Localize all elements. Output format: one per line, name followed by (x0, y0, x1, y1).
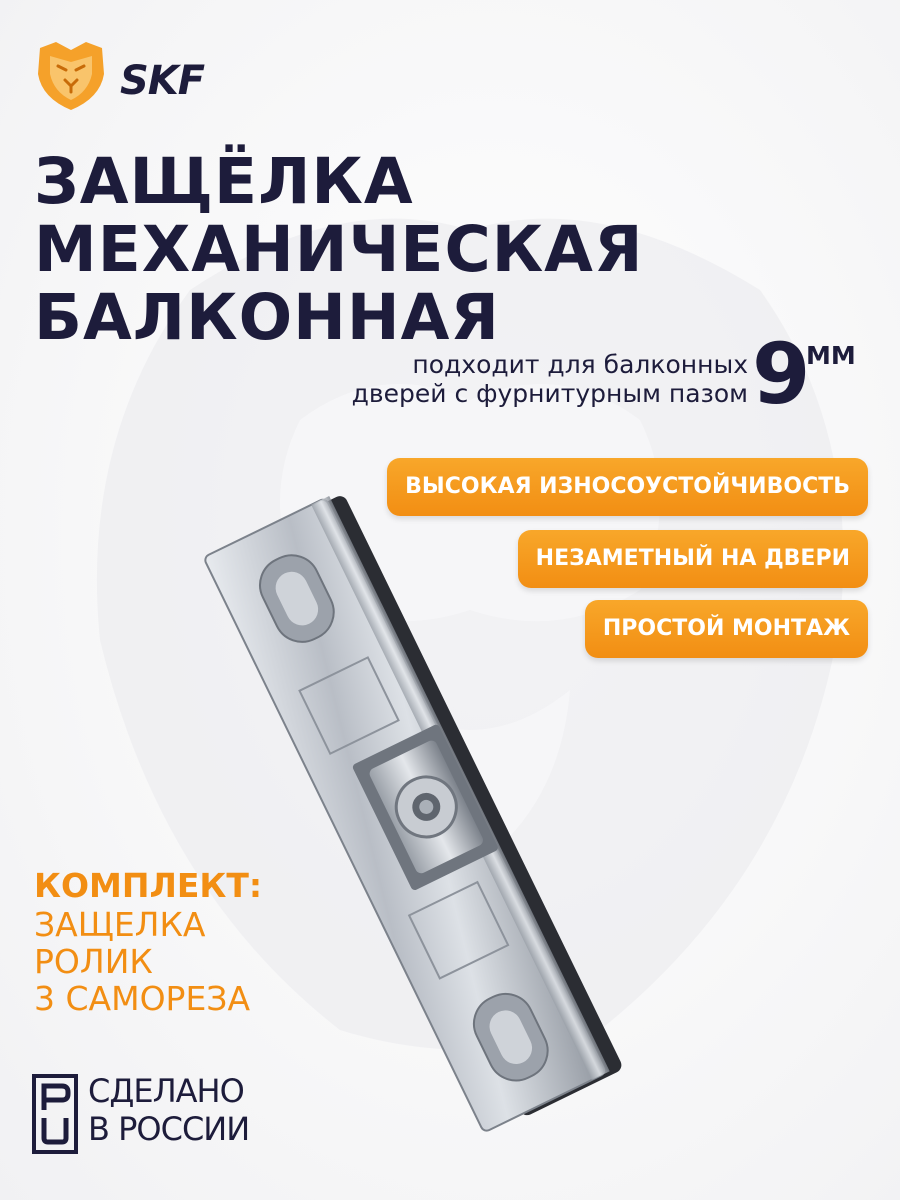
kit-item: РОЛИК (34, 942, 153, 981)
product-title (34, 145, 644, 354)
compatibility-line: подходит для балконных (412, 350, 748, 379)
title-line: БАЛКОННАЯ (34, 281, 500, 354)
origin-line: СДЕЛАНО (88, 1072, 244, 1110)
compatibility-line: дверей с фурнитурным пазом (351, 379, 748, 408)
ru-made-in-russia-icon (32, 1074, 78, 1154)
made-in-russia-label (88, 1072, 249, 1148)
feature-badge-invisible: НЕЗАМЕТНЫЙ НА ДВЕРИ (518, 530, 868, 588)
lion-shield-icon (32, 40, 110, 112)
title-line: ЗАЩЁЛКА (34, 145, 414, 218)
groove-size-unit: ММ (806, 341, 856, 370)
origin-line: В РОССИИ (88, 1110, 250, 1148)
kit-heading: КОМПЛЕКТ: (34, 866, 263, 905)
brand-name: SKF (120, 58, 205, 104)
feature-badge-wear-resistance: ВЫСОКАЯ ИЗНОСОУСТОЙЧИВОСТЬ (387, 458, 868, 516)
groove-size-value: 9 (752, 325, 811, 423)
kit-item: ЗАЩЕЛКА (34, 905, 206, 944)
latch-product-image (140, 480, 700, 1140)
title-line: МЕХАНИЧЕСКАЯ (34, 213, 644, 286)
compatibility-text (352, 350, 748, 408)
kit-item: 3 САМОРЕЗА (34, 979, 251, 1018)
feature-badge-easy-install: ПРОСТОЙ МОНТАЖ (585, 600, 868, 658)
kit-contents (34, 866, 262, 1017)
